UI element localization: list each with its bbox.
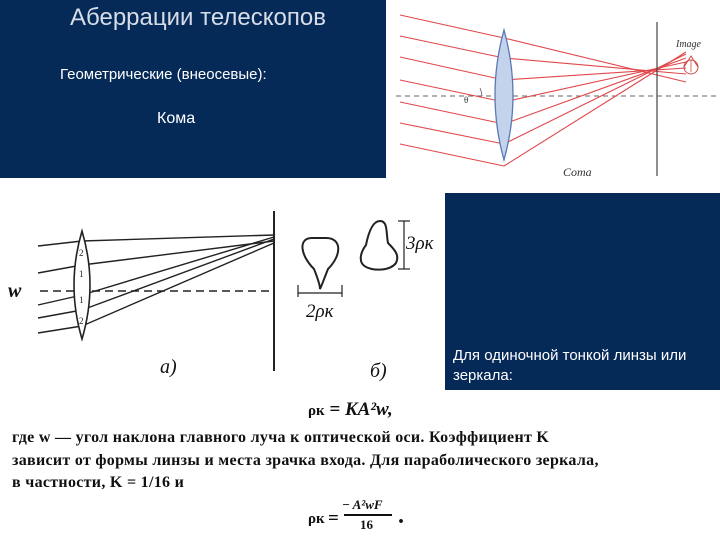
theta-label: θ bbox=[464, 95, 469, 105]
formula-2-denominator: 16 bbox=[360, 517, 373, 532]
body-line-3: в частности, K = 1/16 и bbox=[12, 474, 185, 491]
formula-2-lhs: ρк bbox=[308, 511, 325, 527]
formula-2-eq: = bbox=[328, 508, 339, 529]
note-text: Для одиночной тонкой линзы или зеркала: bbox=[453, 347, 687, 384]
ray-label-top-1: 1 bbox=[79, 269, 84, 279]
width-label: 2ρк bbox=[306, 301, 334, 322]
coma-label: Кома bbox=[157, 110, 196, 127]
caption-a: а) bbox=[160, 356, 177, 378]
coma-spot-front-view bbox=[302, 238, 338, 289]
formula-2-numerator: − A²wF bbox=[342, 497, 383, 512]
ray-label-bottom-1: 1 bbox=[79, 295, 84, 305]
slide-title: Аберрации телескопов bbox=[70, 4, 326, 31]
image-label: Image bbox=[676, 39, 701, 50]
formula-section bbox=[0, 393, 720, 540]
coma-diagram-background bbox=[386, 0, 720, 190]
formula-1-lhs: ρк bbox=[308, 403, 325, 419]
height-label: 3ρк bbox=[406, 233, 434, 254]
slide-subtitle: Геометрические (внеосевые): bbox=[60, 66, 267, 83]
formula-1 bbox=[308, 399, 393, 421]
formula-1-rhs: = KA²w, bbox=[329, 399, 393, 420]
caption-b: б) bbox=[370, 360, 387, 382]
lens-coma-diagram bbox=[0, 193, 445, 391]
body-line-1: где w — угол наклона главного луча к оптической оси. Коэффициент K bbox=[12, 429, 550, 446]
body-line-2: зависит от формы линзы и места зрачка входа. Для параболического зеркала, bbox=[12, 452, 599, 469]
angle-w-label: w bbox=[8, 280, 22, 302]
fraction-bar bbox=[344, 514, 392, 516]
formula-2-end: . bbox=[398, 503, 404, 529]
ray-label-top-2: 2 bbox=[79, 248, 84, 258]
ray-label-bottom-2: 2 bbox=[79, 316, 84, 326]
coma-spot-side-view bbox=[361, 221, 398, 270]
coma-ray-diagram bbox=[386, 0, 720, 190]
coma-caption: Coma bbox=[563, 165, 592, 179]
